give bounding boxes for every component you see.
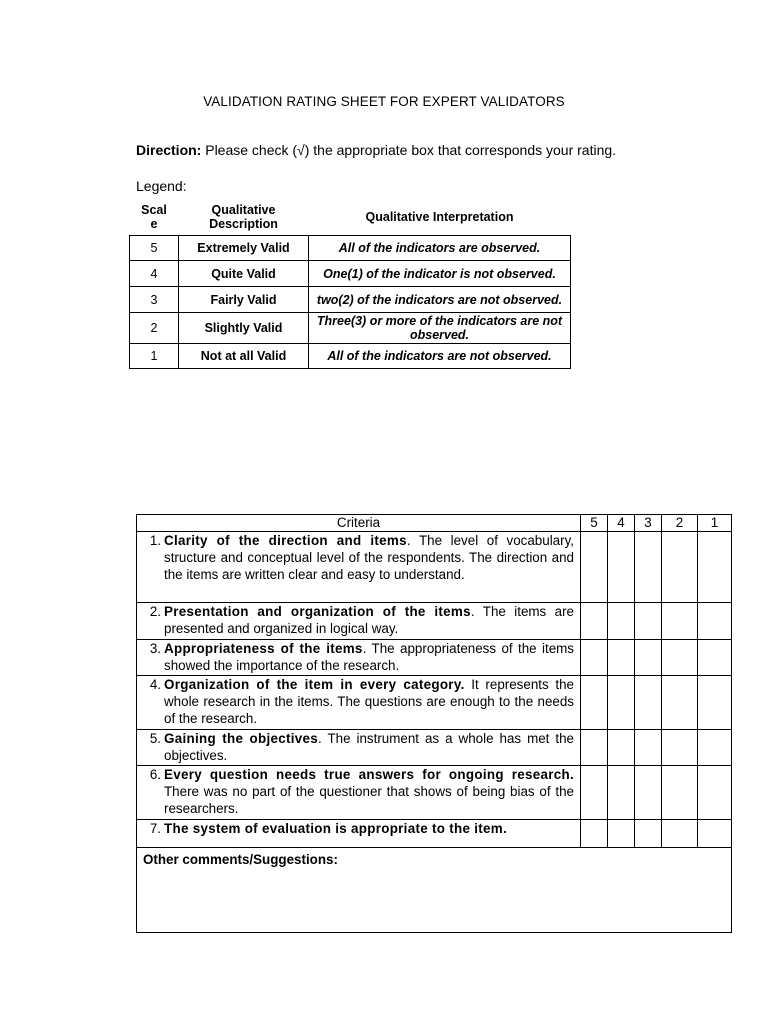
legend-scale: 4 [130, 261, 179, 287]
rating-cell-3[interactable] [635, 640, 662, 676]
criteria-row [137, 532, 732, 603]
criteria-title: Clarity of the direction and items [164, 533, 407, 548]
criteria-cell [137, 640, 581, 676]
criteria-title: The system of evaluation is appropriate to the item. [164, 821, 507, 836]
criteria-row [137, 640, 732, 676]
criteria-row [137, 730, 732, 766]
rating-cell-2[interactable] [662, 676, 698, 730]
criteria-number: 7. [149, 821, 161, 836]
rating-cell-1[interactable] [698, 730, 732, 766]
criteria-cell [137, 820, 581, 848]
rating-cell-4[interactable] [608, 603, 635, 640]
rating-cell-4[interactable] [608, 730, 635, 766]
legend-row [130, 261, 571, 287]
legend-interpretation: All of the indicators are observed. [309, 236, 571, 261]
direction-label: Direction: [136, 142, 202, 158]
rating-cell-5[interactable] [581, 676, 608, 730]
rating-cell-5[interactable] [581, 640, 608, 676]
legend-description: Fairly Valid [179, 287, 309, 313]
criteria-table [136, 514, 732, 933]
direction-body: Please check (√) the appropriate box that corresponds your rating. [201, 142, 617, 158]
legend-scale: 2 [130, 313, 179, 344]
criteria-title: Organization of the item in every category. [164, 677, 465, 692]
criteria-description: It represents the whole research in the items. The questions are enough to the needs of the research. [164, 677, 574, 726]
criteria-cell [137, 730, 581, 766]
rating-cell-4[interactable] [608, 640, 635, 676]
legend-header-description: Qualitative Description [209, 202, 278, 231]
legend-table [129, 198, 571, 369]
rating-cell-1[interactable] [698, 640, 732, 676]
legend-scale: 3 [130, 287, 179, 313]
legend-interpretation: Three(3) or more of the indicators are not observed. [309, 313, 571, 344]
rating-cell-4[interactable] [608, 532, 635, 603]
page-title: VALIDATION RATING SHEET FOR EXPERT VALIDATORS [203, 94, 565, 109]
legend-description: Extremely Valid [179, 236, 309, 261]
comments-label: Other comments/Suggestions: [143, 852, 338, 867]
rating-cell-3[interactable] [635, 532, 662, 603]
rating-cell-1[interactable] [698, 766, 732, 820]
criteria-description: There was no part of the questioner that shows of being bias of the researchers. [164, 784, 574, 816]
criteria-title: Presentation and organization of the items [164, 604, 471, 619]
criteria-row [137, 766, 732, 820]
criteria-cell [137, 532, 581, 603]
rating-cell-1[interactable] [698, 603, 732, 640]
criteria-row [137, 676, 732, 730]
criteria-cell [137, 766, 581, 820]
legend-scale: 1 [130, 344, 179, 369]
criteria-description: . The instrument as a whole has met the objectives. [164, 731, 574, 763]
criteria-row [137, 820, 732, 848]
rating-cell-1[interactable] [698, 820, 732, 848]
scale-header-2: 2 [662, 515, 698, 532]
rating-cell-2[interactable] [662, 730, 698, 766]
criteria-title: Gaining the objectives [164, 731, 318, 746]
legend-interpretation: two(2) of the indicators are not observed. [309, 287, 571, 313]
rating-cell-3[interactable] [635, 603, 662, 640]
legend-row [130, 344, 571, 369]
criteria-row [137, 603, 732, 640]
criteria-header-row [137, 515, 732, 532]
legend-header-interpretation: Qualitative Interpretation [365, 209, 514, 224]
rating-cell-3[interactable] [635, 730, 662, 766]
criteria-description: . The items are presented and organized in logical way. [164, 604, 575, 636]
rating-cell-2[interactable] [662, 820, 698, 848]
rating-cell-5[interactable] [581, 820, 608, 848]
legend-description: Not at all Valid [179, 344, 309, 369]
rating-cell-2[interactable] [662, 766, 698, 820]
rating-cell-2[interactable] [662, 603, 698, 640]
legend-interpretation: All of the indicators are not observed. [309, 344, 571, 369]
legend-row [130, 313, 571, 344]
rating-cell-4[interactable] [608, 766, 635, 820]
comments-box[interactable] [137, 848, 732, 933]
rating-cell-5[interactable] [581, 766, 608, 820]
comments-row [137, 848, 732, 933]
criteria-number: 4. [149, 677, 161, 692]
legend-interpretation: One(1) of the indicator is not observed. [309, 261, 571, 287]
scale-header-3: 3 [635, 515, 662, 532]
rating-cell-1[interactable] [698, 532, 732, 603]
criteria-number: 5. [149, 731, 161, 746]
direction-text [136, 142, 616, 158]
criteria-description: . The level of vocabulary, structure and conceptual level of the respondents. The direction and the items are written clear and easy to understand. [164, 533, 574, 582]
rating-cell-5[interactable] [581, 603, 608, 640]
rating-cell-3[interactable] [635, 676, 662, 730]
legend-description: Slightly Valid [179, 313, 309, 344]
rating-cell-3[interactable] [635, 766, 662, 820]
rating-cell-2[interactable] [662, 640, 698, 676]
legend-row [130, 287, 571, 313]
criteria-cell [137, 676, 581, 730]
criteria-title: Appropriateness of the items [164, 641, 363, 656]
criteria-number: 3. [149, 641, 161, 656]
criteria-description: . The appropriateness of the items showed the importance of the research. [164, 641, 574, 673]
rating-cell-4[interactable] [608, 820, 635, 848]
criteria-header: Criteria [137, 515, 581, 532]
criteria-title: Every question needs true answers for ongoing research. [164, 767, 574, 782]
scale-header-5: 5 [581, 515, 608, 532]
legend-scale: 5 [130, 236, 179, 261]
criteria-number: 6. [149, 767, 161, 782]
criteria-cell [137, 603, 581, 640]
criteria-number: 2. [149, 604, 161, 619]
scale-header-4: 4 [608, 515, 635, 532]
rating-cell-3[interactable] [635, 820, 662, 848]
legend-description: Quite Valid [179, 261, 309, 287]
rating-cell-5[interactable] [581, 532, 608, 603]
rating-cell-4[interactable] [608, 676, 635, 730]
rating-cell-5[interactable] [581, 730, 608, 766]
legend-header-row [130, 198, 571, 236]
rating-cell-1[interactable] [698, 676, 732, 730]
legend-row [130, 236, 571, 261]
legend-label: Legend: [136, 178, 187, 194]
legend-header-scale: Scale [141, 202, 167, 231]
scale-header-1: 1 [698, 515, 732, 532]
rating-cell-2[interactable] [662, 532, 698, 603]
criteria-number: 1. [149, 533, 161, 548]
